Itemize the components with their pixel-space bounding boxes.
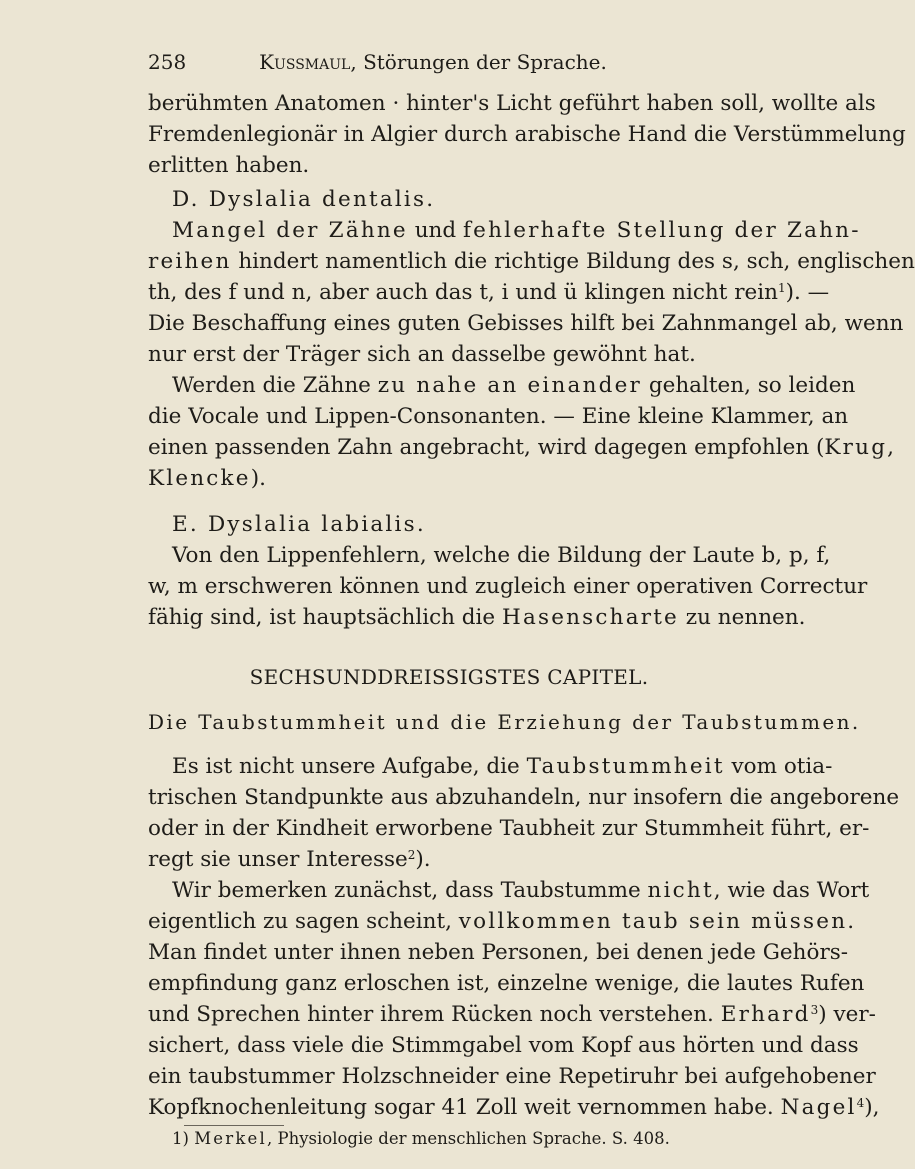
text-line: trischen Standpunkte aus abzuhandeln, nur insofern die angeborene bbox=[148, 785, 900, 810]
text-line: fähig sind, ist hauptsächlich die Hasenscharte zu nennen. bbox=[148, 605, 806, 630]
text-line: Klencke). bbox=[148, 466, 266, 491]
text-line: berühmten Anatomen · hinter's Licht geführt haben soll, wollte als bbox=[148, 91, 876, 116]
text-line: Werden die Zähne zu nahe an einander gehalten, so leiden bbox=[172, 373, 856, 398]
footnote-divider bbox=[184, 1125, 284, 1126]
text-line: Man findet unter ihnen neben Personen, bei denen jede Gehörs- bbox=[148, 940, 849, 965]
text-line: w, m erschweren können und zugleich einer operativen Correctur bbox=[148, 574, 868, 599]
text-line: nur erst der Träger sich an dasselbe gewöhnt hat. bbox=[148, 342, 696, 367]
running-title bbox=[148, 50, 718, 74]
text-line: die Vocale und Lippen-Consonanten. — Eine kleine Klammer, an bbox=[148, 404, 849, 429]
text-line: Fremdenlegionär in Algier durch arabische Hand die Verstümmelung bbox=[148, 122, 906, 147]
footnote-ref: 1 bbox=[777, 281, 786, 295]
text-line: Kopfknochenleitung sogar 41 Zoll weit vernommen habe. Nagel$^4$), bbox=[148, 1095, 880, 1120]
text-line: regt sie unser Interesse$^2$). bbox=[148, 847, 431, 872]
text-line: eigentlich zu sagen scheint, vollkommen taub sein müssen. bbox=[148, 909, 855, 934]
running-header bbox=[148, 50, 748, 80]
text-line: Von den Lippenfehlern, welche die Bildung der Laute b, p, f, bbox=[172, 543, 831, 568]
text-line: einen passenden Zahn angebracht, wird dagegen empfohlen (Krug, bbox=[148, 435, 895, 460]
footnote-ref: 2 bbox=[407, 848, 416, 862]
text-line: oder in der Kindheit erworbene Taubheit zur Stummheit führt, er- bbox=[148, 816, 870, 841]
text-line: empfindung ganz erloschen ist, einzelne wenige, die lautes Rufen bbox=[148, 971, 865, 996]
text-line: sichert, dass viele die Stimmgabel vom Kopf aus hörten und dass bbox=[148, 1033, 859, 1058]
text-line: Die Beschaffung eines guten Gebisses hilft bei Zahnmangel ab, wenn bbox=[148, 311, 904, 336]
text-line: Wir bemerken zunächst, dass Taubstumme nicht, wie das Wort bbox=[172, 878, 870, 903]
book-title: Störungen der Sprache. bbox=[363, 50, 607, 74]
footnote-1: 1) Merkel, Physiologie der menschlichen Sprache. S. 408. bbox=[172, 1129, 670, 1148]
text-line: reihen hindert namentlich die richtige Bildung des s, sch, englischen bbox=[148, 249, 915, 274]
footnote-ref: 4 bbox=[856, 1096, 865, 1110]
section-heading-dyslalia-labialis: E. Dyslalia labialis. bbox=[172, 512, 426, 537]
text-line: und Sprechen hinter ihrem Rücken noch verstehen. Erhard$^3$) ver- bbox=[148, 1002, 876, 1027]
section-heading-dyslalia-dentalis: D. Dyslalia dentalis. bbox=[172, 187, 436, 212]
text-line: ein taubstummer Holzschneider eine Repetiruhr bei aufgehobener bbox=[148, 1064, 876, 1089]
chapter-subtitle: Die Taubstummheit und die Erziehung der Taubstummen. bbox=[148, 710, 861, 734]
text-line: Es ist nicht unsere Aufgabe, die Taubstummheit vom otia- bbox=[172, 754, 833, 779]
footnote-ref: 3 bbox=[810, 1003, 819, 1017]
chapter-heading: SECHSUNDDREISSIGSTES CAPITEL. bbox=[249, 665, 649, 689]
author-name: Kussmaul, bbox=[259, 50, 357, 74]
page-number: 258 bbox=[148, 50, 187, 74]
text-line: th, des f und n, aber auch das t, i und ü klingen nicht rein$^1$). — bbox=[148, 280, 830, 305]
text-line: Mangel der Zähne und fehlerhafte Stellung der Zahn- bbox=[172, 218, 861, 243]
text-line: erlitten haben. bbox=[148, 153, 310, 178]
